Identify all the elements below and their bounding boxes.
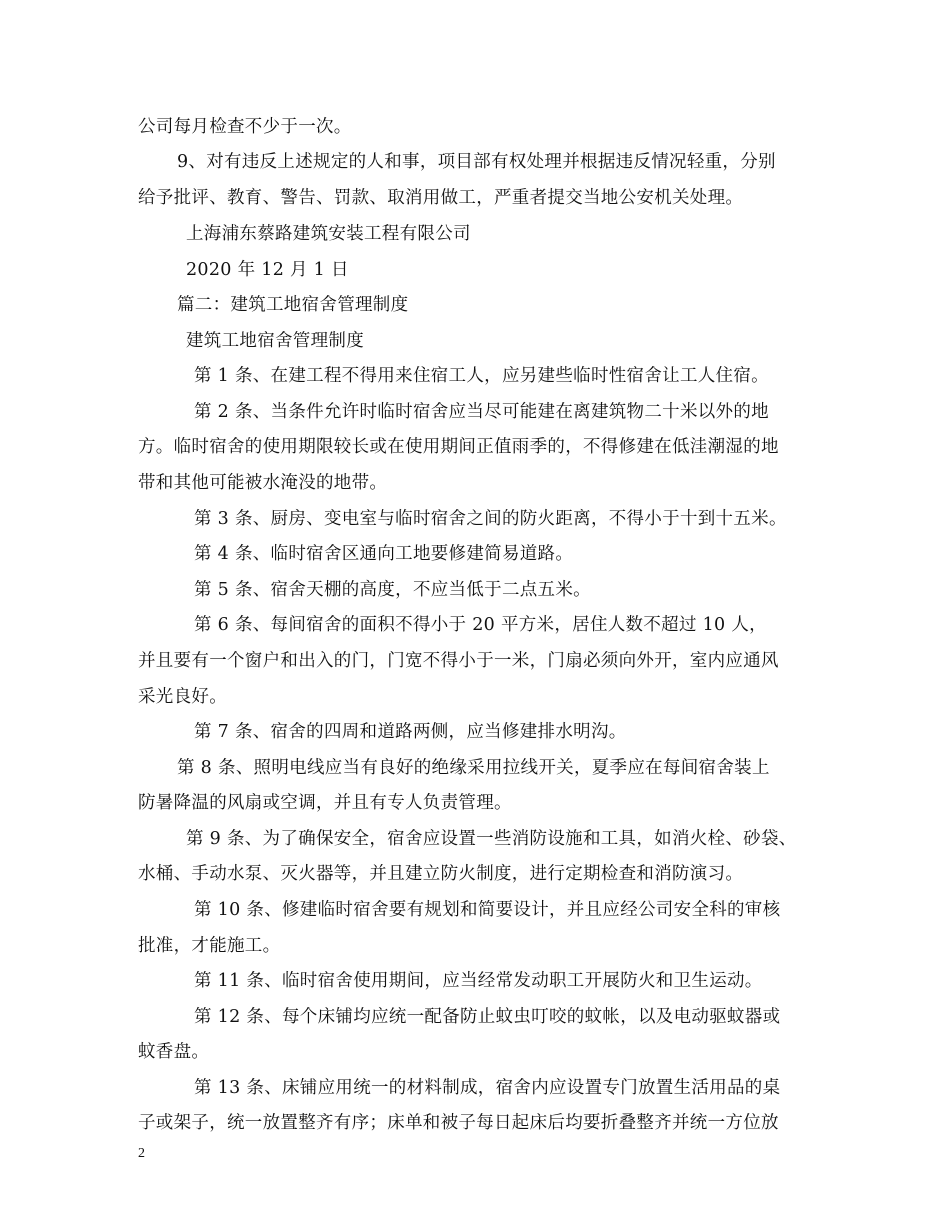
- text-line: 第 6 条、每间宿舍的面积不得小于 20 平方米，居住人数不超过 10 人，: [194, 615, 767, 635]
- text-line: 公司每月检查不少于一次。: [138, 117, 352, 137]
- text-line: 9、对有违反上述规定的人和事，项目部有权处理并根据违反情况轻重，分别: [177, 152, 776, 172]
- text-line: 子或架子，统一放置整齐有序；床单和被子每日起床后均要折叠整齐并统一方位放: [138, 1113, 779, 1133]
- text-line: 给予批评、教育、警告、罚款、取消用做工，严重者提交当地公安机关处理。: [138, 188, 744, 208]
- text-line: 防暑降温的风扇或空调，并且有专人负责管理。: [138, 793, 512, 813]
- text-line: 水桶、手动水泵、灭火器等，并且建立防火制度，进行定期检查和消防演习。: [138, 864, 744, 884]
- document-title: 建筑工地宿舍管理制度: [186, 331, 364, 351]
- text-line: 蚊香盘。: [138, 1042, 210, 1062]
- text-line: 并且要有一个窗户和出入的门，门宽不得小于一米，门扇必须向外开，室内应通风: [138, 651, 779, 671]
- page-number: 2: [138, 1146, 145, 1161]
- text-line: 第 4 条、临时宿舍区通向工地要修建简易道路。: [194, 544, 574, 564]
- text-line: 第 11 条、临时宿舍使用期间，应当经常发动职工开展防火和卫生运动。: [194, 971, 763, 991]
- text-line: 第 5 条、宿舍天棚的高度，不应当低于二点五米。: [194, 580, 591, 600]
- text-line: 第 3 条、厨房、变电室与临时宿舍之间的防火距离，不得小于十到十五米。: [194, 509, 787, 529]
- text-line: 第 13 条、床铺应用统一的材料制成，宿舍内应设置专门放置生活用品的桌: [194, 1078, 781, 1098]
- text-line: 方。临时宿舍的使用期限较长或在使用期间正值雨季的，不得修建在低洼潮湿的地: [138, 437, 779, 457]
- text-line: 批准，才能施工。: [138, 936, 281, 956]
- section-heading: 篇二：建筑工地宿舍管理制度: [177, 295, 409, 315]
- text-line: 第 9 条、为了确保安全，宿舍应设置一些消防设施和工具，如消火栓、砂袋、: [186, 829, 797, 849]
- text-line: 第 10 条、修建临时宿舍要有规划和简要设计，并且应经公司安全科的审核: [194, 900, 781, 920]
- text-line: 第 1 条、在建工程不得用来住宿工人，应另建些临时性宿舍让工人住宿。: [194, 366, 769, 386]
- text-line: 采光良好。: [138, 687, 227, 707]
- document-date: 2020 年 12 月 1 日: [186, 260, 349, 280]
- text-line: 第 12 条、每个床铺均应统一配备防止蚊虫叮咬的蚊帐，以及电动驱蚊器或: [194, 1007, 781, 1027]
- text-line: 第 8 条、照明电线应当有良好的绝缘采用拉线开关，夏季应在每间宿舍装上: [177, 758, 770, 778]
- text-line: 第 2 条、当条件允许时临时宿舍应当尽可能建在离建筑物二十米以外的地: [194, 402, 769, 422]
- company-name: 上海浦东蔡路建筑安装工程有限公司: [186, 224, 471, 244]
- text-line: 第 7 条、宿舍的四周和道路两侧，应当修建排水明沟。: [194, 722, 627, 742]
- text-line: 带和其他可能被水淹没的地带。: [138, 473, 388, 493]
